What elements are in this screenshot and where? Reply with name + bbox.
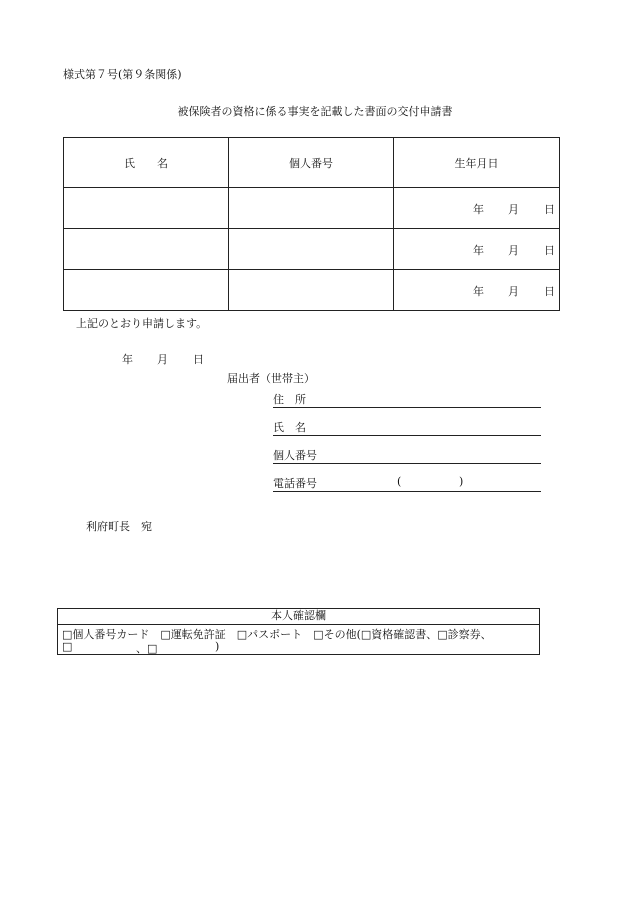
phone-paren-open: (	[397, 475, 402, 488]
name-field[interactable]	[273, 419, 541, 436]
month-unit: 月	[508, 203, 519, 216]
my-number-cell[interactable]	[229, 270, 394, 311]
name-cell[interactable]	[64, 270, 229, 311]
name-label: 氏 名	[273, 421, 306, 434]
phone-field[interactable]	[273, 475, 541, 492]
day-unit: 日	[544, 203, 555, 216]
addressee: 利府町長 宛	[86, 520, 152, 533]
year-unit: 年	[473, 285, 484, 298]
table-row	[64, 270, 560, 311]
other-checkbox-1[interactable]: □	[62, 640, 73, 653]
header-name: 氏 名	[64, 138, 229, 188]
filer-label: 届出者（世帯主）	[227, 372, 315, 385]
phone-paren-close: )	[459, 475, 464, 488]
birthdate-cell[interactable]	[394, 188, 560, 229]
other-checkbox-2[interactable]: 、□	[136, 642, 158, 655]
filing-day-unit: 日	[193, 353, 204, 366]
identity-verification-box	[57, 608, 540, 655]
filing-month-unit: 月	[157, 353, 168, 366]
header-my-number: 個人番号	[229, 138, 394, 188]
form-number: 様式第７号(第９条関係)	[63, 68, 182, 81]
month-unit: 月	[508, 285, 519, 298]
name-cell[interactable]	[64, 188, 229, 229]
verification-options[interactable]: □個人番号カード □運転免許証 □パスポート □その他(□資格確認書、□診察券、	[62, 628, 492, 641]
birthdate-cell[interactable]	[394, 229, 560, 270]
address-label: 住 所	[273, 393, 306, 406]
birthdate-cell[interactable]	[394, 270, 560, 311]
my-number-field[interactable]	[273, 447, 541, 464]
header-birthdate: 生年月日	[394, 138, 560, 188]
close-paren: )	[215, 640, 220, 653]
my-number-cell[interactable]	[229, 188, 394, 229]
year-unit: 年	[473, 203, 484, 216]
statement-text: 上記のとおり申請します。	[76, 317, 208, 330]
address-field[interactable]	[273, 391, 541, 408]
my-number-cell[interactable]	[229, 229, 394, 270]
table-row	[64, 229, 560, 270]
day-unit: 日	[544, 285, 555, 298]
document-title: 被保険者の資格に係る事実を記載した書面の交付申請書	[177, 105, 453, 118]
month-unit: 月	[508, 244, 519, 257]
table-header-row	[64, 138, 560, 188]
table-row	[64, 188, 560, 229]
year-unit: 年	[473, 244, 484, 257]
day-unit: 日	[544, 244, 555, 257]
phone-label: 電話番号	[273, 477, 317, 490]
name-cell[interactable]	[64, 229, 229, 270]
filing-year-unit: 年	[122, 353, 133, 366]
my-number-label: 個人番号	[273, 449, 317, 462]
verification-title: 本人確認欄	[58, 609, 539, 625]
applicant-table	[63, 137, 560, 311]
